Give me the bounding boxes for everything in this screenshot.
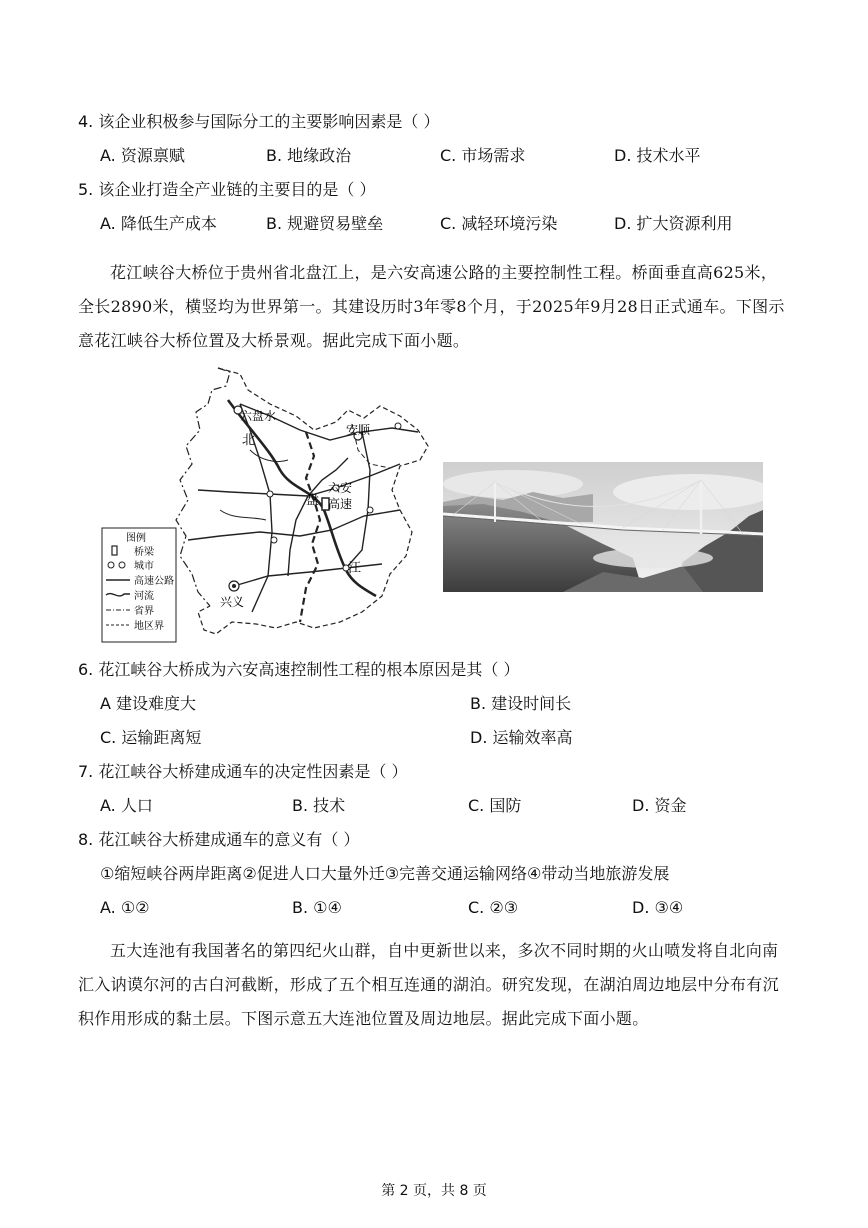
q8-statements: ①缩短峡谷两岸距离②促进人口大量外迁③完善交通运输网络④带动当地旅游发展 — [100, 864, 670, 883]
q8-option-a: A. ①② — [100, 898, 150, 917]
passage-huajiang-bridge: 花江峡谷大桥位于贵州省北盘江上，是六安高速公路的主要控制性工程。桥面垂直高625米，全长2890米，横竖均为世界第一。其建设历时3年零8个月，于2025年9月28日正式通车。下图示意花江峡谷大桥位置及大桥景观。据此完成下面小题。 — [78, 263, 785, 350]
city — [271, 537, 277, 543]
legend-highway: 高速公路 — [134, 576, 174, 587]
highway — [188, 510, 400, 540]
label-xingyi: 兴义 — [220, 595, 245, 609]
legend-city: 城市 — [134, 561, 154, 572]
q7-option-b: B. 技术 — [292, 796, 346, 815]
q6-option-a: A 建设难度大 — [100, 694, 197, 713]
label-liuan: 六安 — [328, 481, 353, 495]
question-6-stem: 6. 花江峡谷大桥成为六安高速控制性工程的根本原因是其（ ） — [78, 660, 520, 679]
label-jiang: 江 — [348, 561, 362, 576]
q8-option-b: B. ①④ — [292, 898, 342, 917]
question-4-stem: 4. 该企业积极参与国际分工的主要影响因素是（ ） — [78, 112, 440, 131]
label-pan: 盘 — [306, 493, 320, 508]
q6-option-c: C. 运输距离短 — [100, 728, 202, 747]
river — [220, 510, 266, 520]
q5-option-c: C. 减轻环境污染 — [440, 214, 558, 233]
legend-province: 省界 — [134, 606, 154, 617]
q8-option-c: C. ②③ — [468, 898, 519, 917]
q6-option-b: B. 建设时间长 — [470, 694, 572, 713]
bridge-location-map — [100, 360, 435, 645]
q5-option-d: D. 扩大资源利用 — [614, 214, 733, 233]
label-bei: 北 — [242, 433, 256, 448]
q4-option-a: A. 资源禀赋 — [100, 146, 185, 165]
q8-option-d: D. ③④ — [632, 898, 684, 917]
province-boundary — [176, 368, 230, 606]
q7-option-a: A. 人口 — [100, 796, 153, 815]
legend-title: 图例 — [126, 533, 146, 544]
city — [367, 507, 373, 513]
q4-option-b: B. 地缘政治 — [266, 146, 352, 165]
passage-wudalianchi: 五大连池有我国著名的第四纪火山群，自中更新世以来，多次不同时期的火山喷发将自北向南汇入讷谟尔河的古白河截断，形成了五个相互连通的湖泊。研究发现，在湖泊周边地层中分布有沉积作用形成的黏土层。下图示意五大连池位置及周边地层。据此完成下面小题。 — [78, 941, 779, 1028]
q5-option-b: B. 规避贸易壁垒 — [266, 214, 384, 233]
page-number: 第 2 页，共 8 页 — [381, 1183, 487, 1199]
question-7-stem: 7. 花江峡谷大桥建成通车的决定性因素是（ ） — [78, 762, 408, 781]
question-5-stem: 5. 该企业打造全产业链的主要目的是（ ） — [78, 180, 376, 199]
q7-option-c: C. 国防 — [468, 796, 522, 815]
q4-option-c: C. 市场需求 — [440, 146, 526, 165]
bridge-landscape-photo — [443, 462, 763, 592]
city — [395, 423, 401, 429]
legend-bridge: 桥梁 — [134, 547, 154, 558]
q4-option-d: D. 技术水平 — [614, 146, 701, 165]
q7-option-d: D. 资金 — [632, 796, 687, 815]
legend-river: 河流 — [134, 591, 154, 602]
map-legend — [102, 528, 176, 642]
label-gaosu: 高速 — [328, 497, 353, 511]
label-liupanshui: 六盘水 — [240, 409, 277, 423]
region-boundary — [300, 432, 320, 622]
q6-option-d: D. 运输效率高 — [470, 728, 573, 747]
label-anshun: 安顺 — [346, 423, 371, 437]
question-8-stem: 8. 花江峡谷大桥建成通车的意义有（ ） — [78, 830, 360, 849]
legend-region: 地区界 — [134, 621, 164, 632]
city — [267, 491, 273, 497]
q5-option-a: A. 降低生产成本 — [100, 214, 217, 233]
